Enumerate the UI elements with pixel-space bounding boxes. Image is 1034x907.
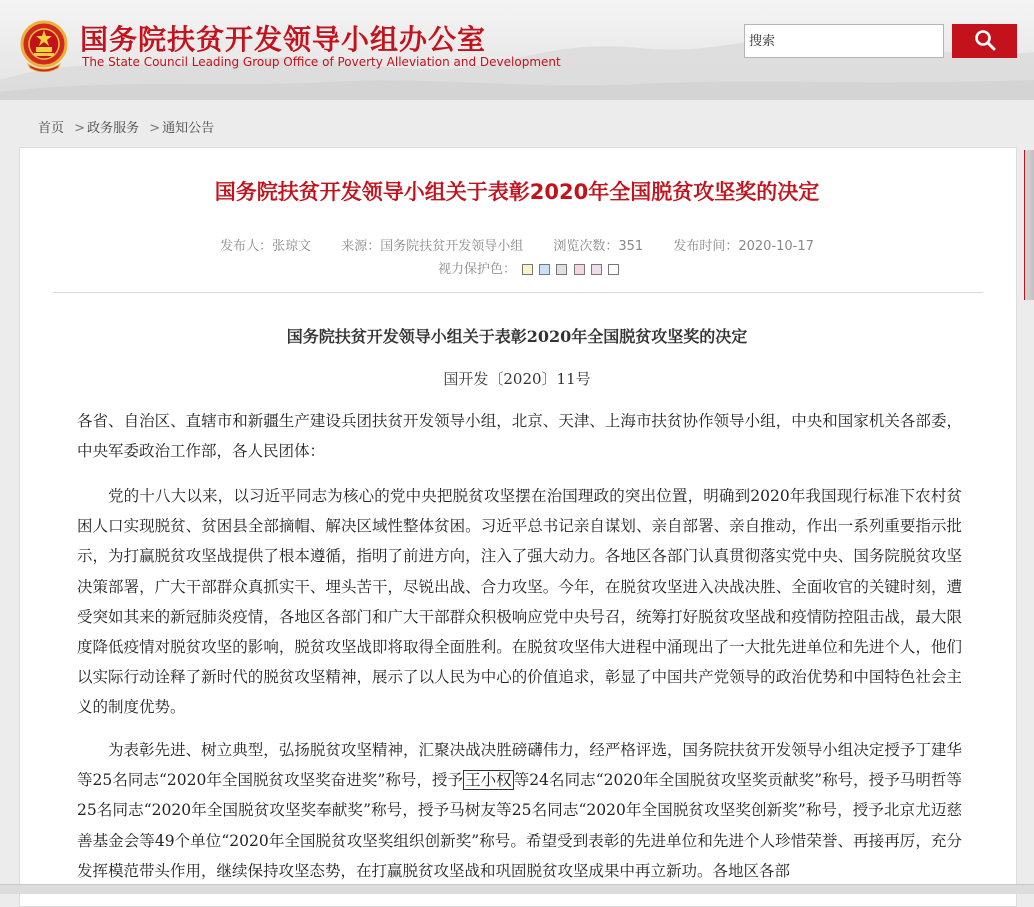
paragraph-awards-part1: 为表彰先进、树立典型，弘扬脱贫攻坚精神，汇聚决战决胜磅礴伟力，经严格评选，国务院扶贫开发领导小组决定授予丁建华等25名同志“2020年全国脱贫攻坚奖奋进奖”称号，授予 bbox=[77, 741, 962, 790]
vision-swatch-pink[interactable] bbox=[574, 264, 585, 275]
national-emblem-icon bbox=[20, 20, 68, 72]
site-name-cn[interactable]: 国务院扶贫开发领导小组办公室 bbox=[80, 23, 487, 56]
search-input[interactable] bbox=[744, 24, 944, 58]
paragraph-background: 党的十八大以来，以习近平同志为核心的党中央把脱贫攻坚摆在治国理政的突出位置，明确到2020年我国现行标准下农村贫困人口实现脱贫、贫困县全部摘帽、解决区域性整体贫困。习近平总书记亲自谋划、亲自部署、亲自推动，作出一系列重要指示批示，为打赢脱贫攻坚战提供了根本遵循，指明了前进方向，注入了强大动力。各地区各部门认真贯彻落实党中央、国务院脱贫攻坚决策部署，广大干部群众真抓实干、埋头苦干，尽锐出战、合力攻坚。今年，在脱贫攻坚进入决战决胜、全面收官的关键时刻，遭受突如其来的新冠肺炎疫情，各地区各部门和广大干部群众积极响应党中央号召，统筹打好脱贫攻坚战和疫情防控阻击战，最大限度降低疫情对脱贫攻坚的影响，脱贫攻坚战即将取得全面胜利。在脱贫攻坚伟大进程中涌现出了一大批先进单位和先进个人，他们以实际行动诠释了新时代的脱贫攻坚精神，展示了以人民为中心的价值追求，彰显了中国共产党领导的政治优势和中国特色社会主义的制度优势。 bbox=[77, 487, 962, 717]
meta-date: 发布时间：2020-10-17 bbox=[673, 239, 814, 254]
meta-publisher: 发布人：张琼文 bbox=[220, 239, 312, 254]
vision-swatch-blue[interactable] bbox=[539, 264, 550, 275]
search-icon bbox=[974, 29, 996, 51]
breadcrumb bbox=[38, 117, 214, 136]
page-title: 国务院扶贫开发领导小组关于表彰2020年全国脱贫攻坚奖的决定 bbox=[214, 180, 820, 204]
paragraph-awards bbox=[77, 735, 962, 886]
breadcrumb-separator: > bbox=[74, 121, 86, 136]
site-header bbox=[0, 0, 1034, 100]
highlighted-name: 王小权 bbox=[465, 771, 512, 790]
breadcrumb-home[interactable]: 首页 bbox=[38, 121, 65, 136]
vision-protection bbox=[438, 258, 619, 277]
meta-views: 浏览次数：351 bbox=[553, 239, 644, 254]
breadcrumb-separator: > bbox=[149, 121, 161, 136]
breadcrumb-notices[interactable]: 通知公告 bbox=[162, 121, 215, 136]
vision-swatch-yellow[interactable] bbox=[522, 264, 533, 275]
site-name-en[interactable]: The State Council Leading Group Office of Poverty Alleviation and Development bbox=[82, 55, 561, 69]
vision-swatch-gray[interactable] bbox=[556, 264, 567, 275]
document-title: 国务院扶贫开发领导小组关于表彰2020年全国脱贫攻坚奖的决定 bbox=[286, 327, 748, 346]
document-number: 国开发〔2020〕11号 bbox=[443, 370, 591, 388]
article-meta bbox=[0, 235, 1034, 254]
vision-swatch-white[interactable] bbox=[608, 264, 619, 275]
paragraph-awards-part2: 等24名同志“2020年全国脱贫攻坚奖贡献奖”称号，授予马明哲等25名同志“2020年全国脱贫攻坚奖奉献奖”称号，授予马树友等25名同志“2020年全国脱贫攻坚奖创新奖”称号，授予北京尤迈慈善基金会等49个单位“2020年全国脱贫攻坚奖组织创新奖”称号。希望受到表彰的先进单位和先进个人珍惜荣誉、再接再厉，充分发挥模范带头作用，继续保持攻坚态势，在打赢脱贫攻坚战和巩固脱贫攻坚成果中再立新功。各地区各部 bbox=[77, 771, 962, 880]
meta-source: 来源：国务院扶贫开发领导小组 bbox=[341, 239, 524, 254]
meta-divider bbox=[53, 292, 983, 293]
breadcrumb-services[interactable]: 政务服务 bbox=[87, 121, 140, 136]
vision-label: 视力保护色： bbox=[438, 262, 517, 277]
vision-swatch-lavender[interactable] bbox=[591, 264, 602, 275]
side-panel-edge bbox=[1024, 150, 1034, 300]
search-button[interactable] bbox=[952, 24, 1017, 58]
paragraph-addressees: 各省、自治区、直辖市和新疆生产建设兵团扶贫开发领导小组，北京、天津、上海市扶贫协作领导小组，中央和国家机关各部委，中央军委政治工作部，各人民团体： bbox=[77, 412, 962, 461]
